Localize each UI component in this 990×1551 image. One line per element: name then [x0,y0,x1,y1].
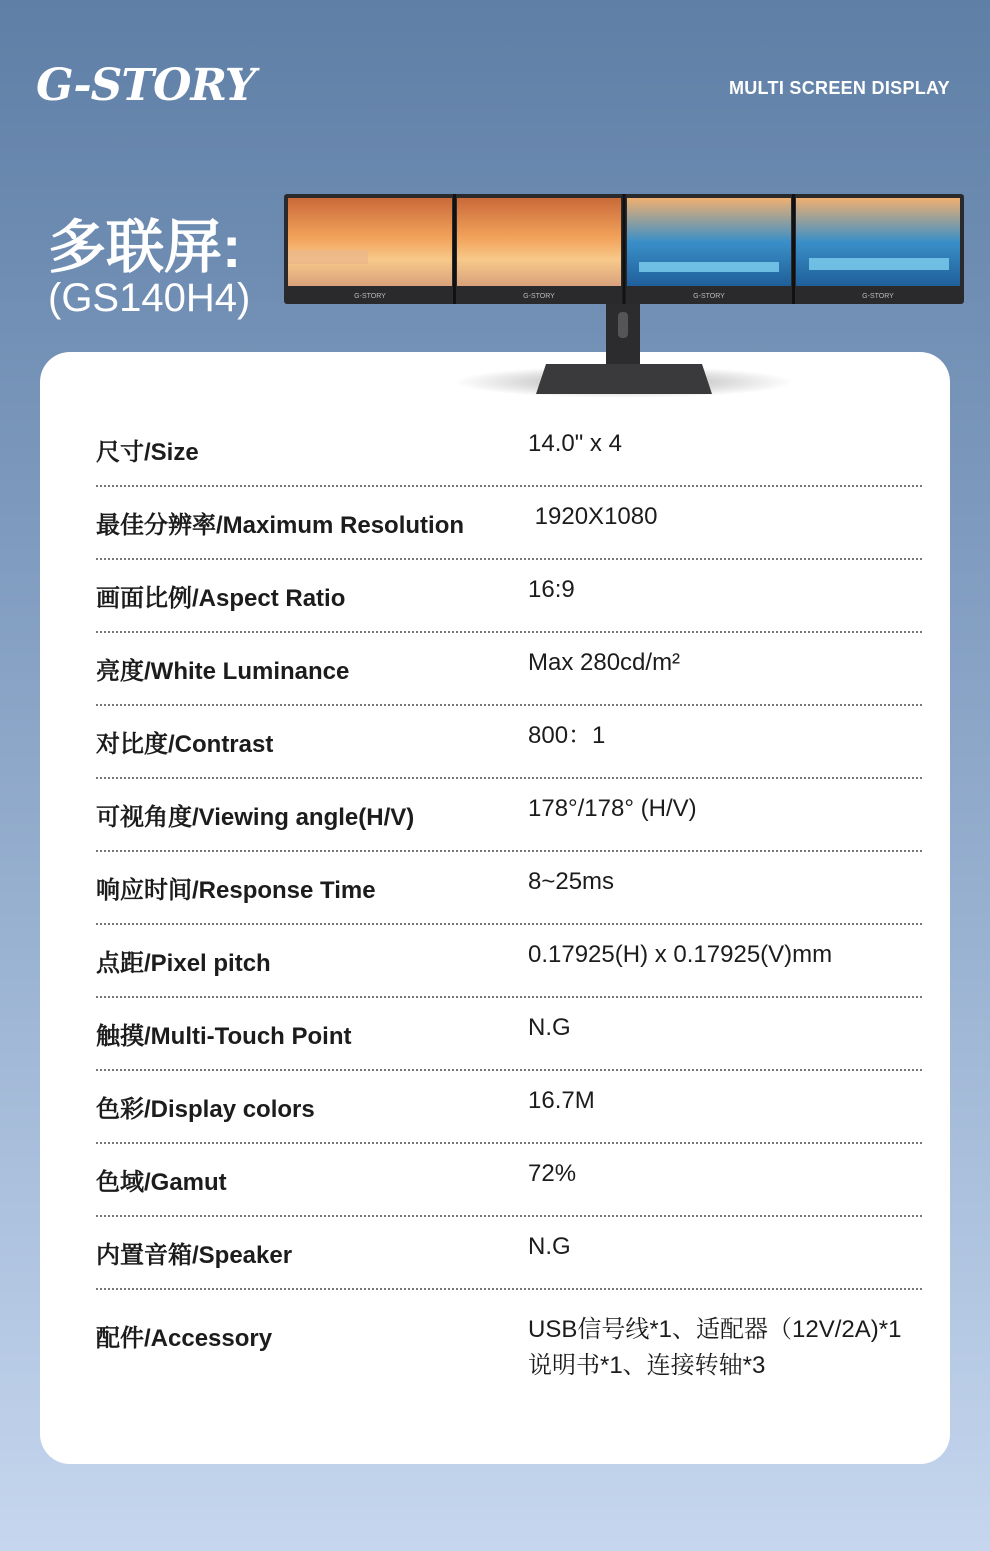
spec-row-accessory [96,1290,922,1400]
spec-value: 72% [528,1160,577,1187]
spec-row-resolution [96,487,922,560]
spec-value: 800：1 [528,722,606,749]
spec-value: N.G [528,1233,571,1260]
screen-1 [288,198,452,286]
spec-row-gamut [96,1144,922,1217]
bezel-logo: G-STORY [354,293,386,300]
spec-label: 配件/Accessory [96,1325,273,1352]
spec-value: 178°/178° (H/V) [528,795,697,822]
bezel-logo: G-STORY [693,293,725,300]
spec-value: Max 280cd/m² [528,649,681,676]
spec-value: 16.7M [528,1087,595,1114]
spec-label: 对比度/Contrast [96,731,274,758]
spec-row-size [96,414,922,487]
spec-label: 点距/Pixel pitch [96,950,271,977]
spec-value: 1920X1080 [528,503,658,530]
spec-value [528,1312,922,1384]
spec-label: 色域/Gamut [96,1169,227,1196]
product-model: (GS140H4) [48,276,251,320]
bezel-logo: G-STORY [862,293,894,300]
tagline: MULTI SCREEN DISPLAY [728,78,950,98]
cable-hole [618,312,628,338]
spec-row-aspect-ratio [96,560,922,633]
spec-table [96,414,922,1400]
quad-monitor-image [284,192,964,402]
spec-card [40,352,950,1464]
bezel-logo: G-STORY [523,293,555,300]
spec-label: 内置音箱/Speaker [96,1242,293,1269]
spec-row-contrast [96,706,922,779]
spec-label: 响应时间/Response Time [96,877,376,904]
spec-row-response-time [96,852,922,925]
spec-value: 16:9 [528,576,575,603]
spec-row-pixel-pitch [96,925,922,998]
spec-label: 色彩/Display colors [96,1096,315,1123]
spec-value: 0.17925(H) x 0.17925(V)mm [528,941,833,968]
spec-value: N.G [528,1014,571,1041]
screen-3 [627,198,791,286]
screen-2 [457,198,621,286]
stand-base [536,364,712,394]
spec-value-line-2: 说明书*1、连接转轴*3 [528,1352,766,1379]
product-title: 多联屏: [48,215,242,280]
pier-graphic [288,250,368,264]
spec-row-colors [96,1071,922,1144]
spec-row-touch [96,998,922,1071]
spec-row-luminance [96,633,922,706]
spec-value: 8~25ms [528,868,615,895]
spec-row-speaker [96,1217,922,1290]
brand-logo: G-STORY [36,60,256,111]
spec-label: 画面比例/Aspect Ratio [96,585,346,612]
lounger-graphic [639,262,779,272]
lounger-graphic [809,258,949,270]
spec-value: 14.0" x 4 [528,430,622,457]
spec-label: 亮度/White Luminance [96,658,350,685]
spec-label: 可视角度/Viewing angle(H/V) [96,804,415,831]
spec-row-viewing-angle [96,779,922,852]
spec-value-line-1: USB信号线*1、适配器（12V/2A)*1 [528,1316,902,1343]
spec-label: 尺寸/Size [96,439,199,466]
screen-4 [796,198,960,286]
spec-label: 触摸/Multi-Touch Point [96,1023,352,1050]
spec-label: 最佳分辨率/Maximum Resolution [96,512,465,539]
